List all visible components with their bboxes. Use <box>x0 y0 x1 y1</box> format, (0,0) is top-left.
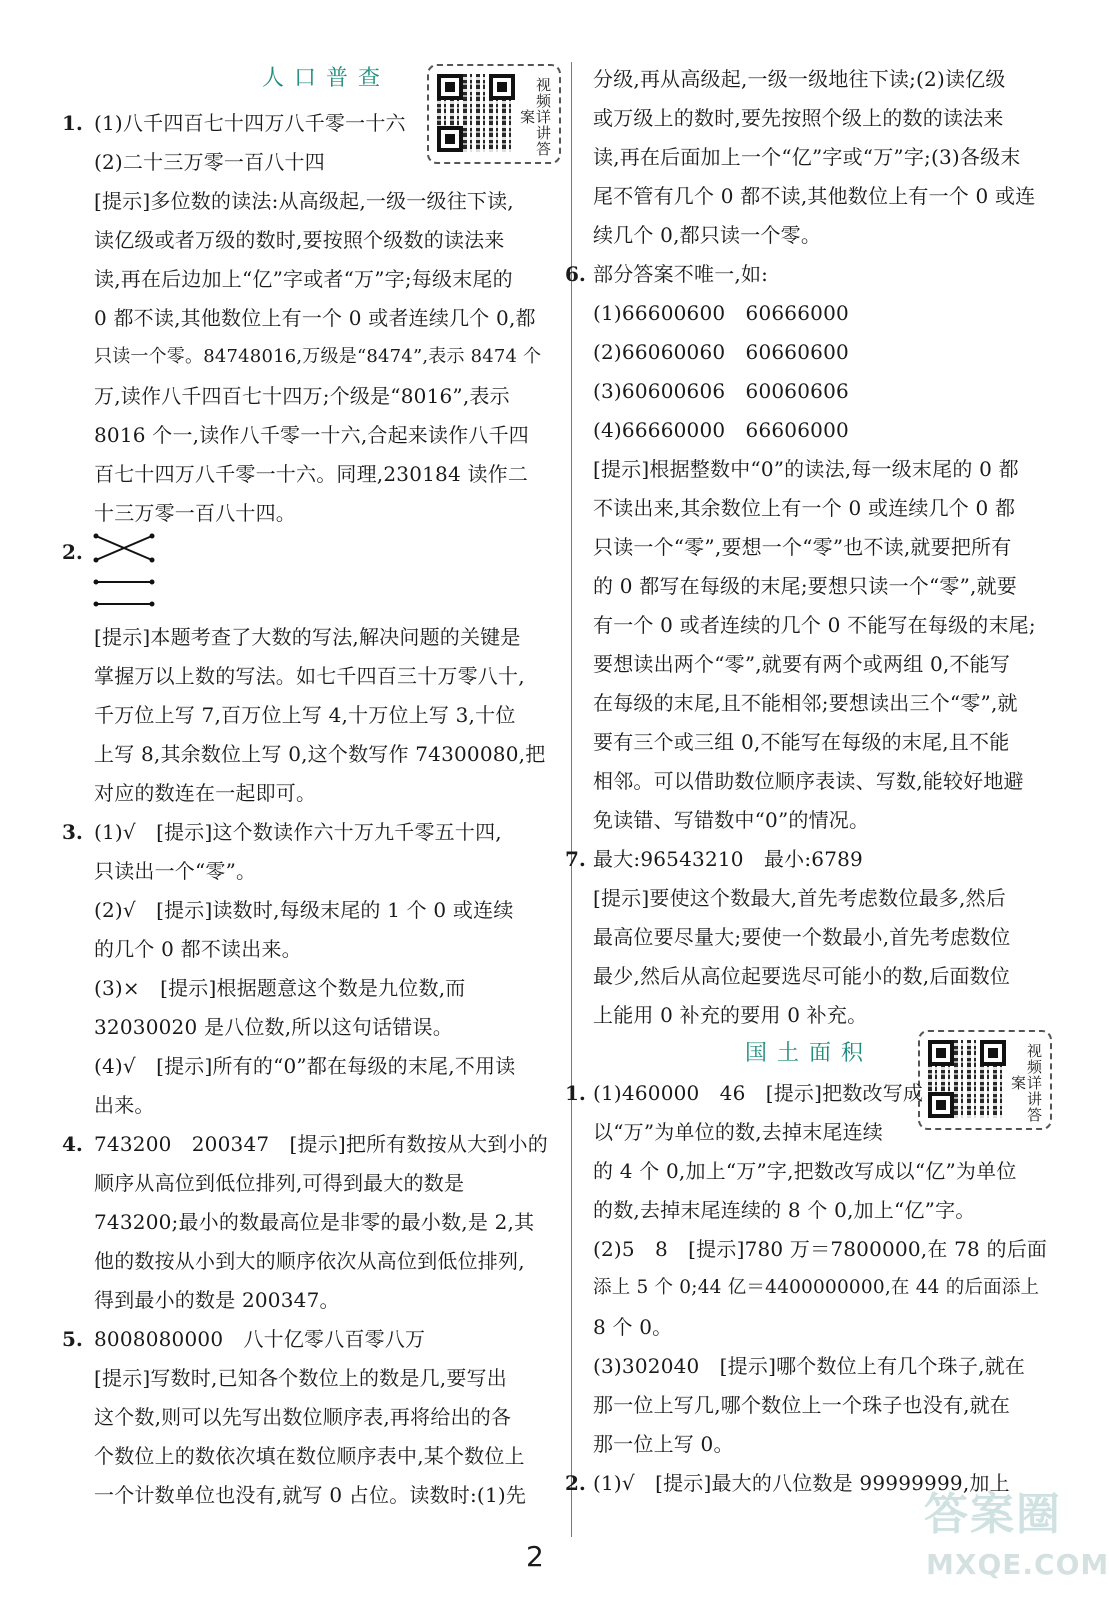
match-dot <box>150 534 155 539</box>
qr-label: 视频详讲答案 <box>1009 1043 1043 1123</box>
hint-line: [提示]根据整数中“0”的读法,每一级末尾的 0 都 <box>593 457 1019 481</box>
hint-line: [提示]写数时,已知各个数位上的数是几,要写出 <box>94 1366 507 1390</box>
section-title-census: 人口普查 <box>262 66 391 91</box>
hint-line: 他的数按从小到大的顺序依次从高位到低位排列, <box>94 1249 525 1273</box>
hint-line: [提示]多位数的读法:从高级起,一级一级往下读, <box>94 189 514 213</box>
hint-line: 读亿级或者万级的数时,要按照个级数的读法来 <box>94 228 505 252</box>
hint-line: 743200;最小的数最高位是非零的最小数,是 2,其 <box>94 1210 535 1234</box>
hint-line: 只读出一个“零”。 <box>94 859 257 883</box>
hint-line: 0 都不读,其他数位上有一个 0 或者连续几个 0,都 <box>94 306 536 330</box>
watermark-url: MXQE.COM <box>926 1548 1109 1581</box>
qr-code-video-explanation[interactable] <box>427 64 561 164</box>
hint-line: 万,读作八千四百七十四万;个级是“8016”,表示 <box>94 384 510 408</box>
hint-line: 读,再在后边加上“亿”字或者“万”字;每级末尾的 <box>94 267 513 291</box>
question-number: 3. <box>62 820 83 844</box>
hint-line: 读,再在后面加上一个“亿”字或“万”字;(3)各级末 <box>593 145 1021 169</box>
hint-line: 百七十四万八千零一十六。同理,230184 读作二 <box>94 462 529 486</box>
hint-line: 或万级上的数时,要先按照个级上的数的读法来 <box>593 106 1004 130</box>
match-dot <box>150 580 155 585</box>
answer-line: (1)460000 46 [提示]把数改写成 <box>593 1081 924 1105</box>
hint-line: 在每级的末尾,且不能相邻;要想读出三个“零”,就 <box>593 691 1018 715</box>
hint-line: 那一位上写 0。 <box>593 1432 734 1456</box>
hint-line: 不读出来,其余数位上有一个 0 或连续几个 0 都 <box>593 496 1016 520</box>
hint-line: 一个计数单位也没有,就写 0 占位。读数时:(1)先 <box>94 1483 527 1507</box>
hint-line: 添上 5 个 0;44 亿＝4400000000,在 44 的后面添上 <box>593 1277 1040 1298</box>
match-dot <box>94 580 99 585</box>
hint-line: 的数,去掉末尾连续的 8 个 0,加上“亿”字。 <box>593 1198 976 1222</box>
hint-line: 的几个 0 都不读出来。 <box>94 937 302 961</box>
hint-line: [提示]要使这个数最大,首先考虑数位最多,然后 <box>593 886 1006 910</box>
question-number: 5. <box>62 1327 83 1351</box>
answer-line: (1)66600600 60666000 <box>593 301 849 325</box>
matching-lines-diagram <box>92 528 162 612</box>
hint-line: 要想读出两个“零”,就要有两个或两组 0,不能写 <box>593 652 1011 676</box>
hint-line: 那一位上写几,哪个数位上一个珠子也没有,就在 <box>593 1393 1011 1417</box>
hint-line: 的 0 都写在每级的末尾;要想只读一个“零”,就要 <box>593 574 1017 598</box>
hint-line: 上能用 0 补充的要用 0 补充。 <box>593 1003 868 1027</box>
hint-line: 有一个 0 或者连续的几个 0 不能写在每级的末尾; <box>593 613 1036 637</box>
hint-line: 32030020 是八位数,所以这句话错误。 <box>94 1015 453 1039</box>
question-number: 2. <box>62 540 83 564</box>
answer-line: (2)66060060 60660600 <box>593 340 849 364</box>
page-number: 2 <box>526 1540 544 1573</box>
qr-code-video-explanation[interactable] <box>918 1030 1052 1130</box>
hint-line: 这个数,则可以先写出数位顺序表,再将给出的各 <box>94 1405 512 1429</box>
answer-line: 最大:96543210 最小:6789 <box>593 847 863 871</box>
answer-line: (1)√ [提示]最大的八位数是 99999999,加上 <box>593 1471 1010 1495</box>
hint-line: 8016 个一,读作八千零一十六,合起来读作八千四 <box>94 423 529 447</box>
answer-line: (4)66660000 66606000 <box>593 418 849 442</box>
question-number: 6. <box>565 262 586 286</box>
hint-line: 得到最小的数是 200347。 <box>94 1288 340 1312</box>
question-number: 2. <box>565 1471 586 1495</box>
hint-line: 免读错、写错数中“0”的情况。 <box>593 808 870 832</box>
answer-line: (1)√ [提示]这个数读作六十万九千零五十四, <box>94 820 502 844</box>
hint-line: [提示]本题考查了大数的写法,解决问题的关键是 <box>94 625 521 649</box>
hint-line: 的 4 个 0,加上“万”字,把数改写成以“亿”为单位 <box>593 1159 1017 1183</box>
answer-line: 部分答案不唯一,如: <box>593 262 769 286</box>
question-number: 1. <box>565 1081 586 1105</box>
answer-line: (4)√ [提示]所有的“0”都在每级的末尾,不用读 <box>94 1054 516 1078</box>
question-number: 4. <box>62 1132 83 1156</box>
answer-line: (2)√ [提示]读数时,每级末尾的 1 个 0 或连续 <box>94 898 514 922</box>
hint-line: 最高位要尽量大;要使一个数最小,首先考虑数位 <box>593 925 1011 949</box>
question-number: 7. <box>565 847 586 871</box>
hint-line: 以“万”为单位的数,去掉末尾连续 <box>593 1120 884 1144</box>
hint-line: 千万位上写 7,百万位上写 4,十万位上写 3,十位 <box>94 703 516 727</box>
hint-line: 上写 8,其余数位上写 0,这个数写作 74300080,把 <box>94 742 546 766</box>
match-dot <box>150 602 155 607</box>
hint-line: 只读一个零。84748016,万级是“8474”,表示 8474 个 <box>94 346 542 367</box>
hint-line: 掌握万以上数的写法。如七千四百三十万零八十, <box>94 664 525 688</box>
answer-line: (2)5 8 [提示]780 万＝7800000,在 78 的后面 <box>593 1237 1048 1261</box>
answer-line: 8008080000 八十亿零八百零八万 <box>94 1327 426 1351</box>
match-dot <box>150 558 155 563</box>
hint-line: 续几个 0,都只读一个零。 <box>593 223 822 247</box>
hint-line: 最少,然后从高位起要选尽可能小的数,后面数位 <box>593 964 1011 988</box>
watermark-text: 答案圈 <box>924 1489 1062 1540</box>
hint-line: 8 个 0。 <box>593 1315 673 1339</box>
hint-line: 要有三个或三组 0,不能写在每级的末尾,且不能 <box>593 730 1010 754</box>
hint-line: 顺序从高位到低位排列,可得到最大的数是 <box>94 1171 465 1195</box>
match-dot <box>94 534 99 539</box>
answer-line: (2)二十三万零一百八十四 <box>94 150 325 174</box>
hint-line: 对应的数连在一起即可。 <box>94 781 317 805</box>
answer-line: (3)60600606 60060606 <box>593 379 849 403</box>
answer-line: (3)302040 [提示]哪个数位上有几个珠子,就在 <box>593 1354 1026 1378</box>
answer-line: (3)× [提示]根据题意这个数是九位数,而 <box>94 976 466 1000</box>
hint-line: 尾不管有几个 0 都不读,其他数位上有一个 0 或连 <box>593 184 1036 208</box>
hint-line: 只读一个“零”,要想一个“零”也不读,就要把所有 <box>593 535 1012 559</box>
match-dot <box>94 558 99 563</box>
qr-label: 视频详讲答案 <box>518 77 552 157</box>
hint-line: 相邻。可以借助数位顺序表读、写数,能较好地避 <box>593 769 1024 793</box>
answer-line: (1)八千四百七十四万八千零一十六 <box>94 111 406 135</box>
hint-line: 个数位上的数依次填在数位顺序表中,某个数位上 <box>94 1444 525 1468</box>
section-title-land-area: 国土面积 <box>745 1041 874 1066</box>
hint-line: 十三万零一百八十四。 <box>94 501 296 525</box>
hint-line: 分级,再从高级起,一级一级地往下读;(2)读亿级 <box>593 67 1006 91</box>
question-number: 1. <box>62 111 83 135</box>
answer-line: 743200 200347 [提示]把所有数按从大到小的 <box>94 1132 548 1156</box>
hint-line: 出来。 <box>94 1093 155 1117</box>
match-dot <box>94 602 99 607</box>
watermark-logo <box>918 1478 1109 1596</box>
